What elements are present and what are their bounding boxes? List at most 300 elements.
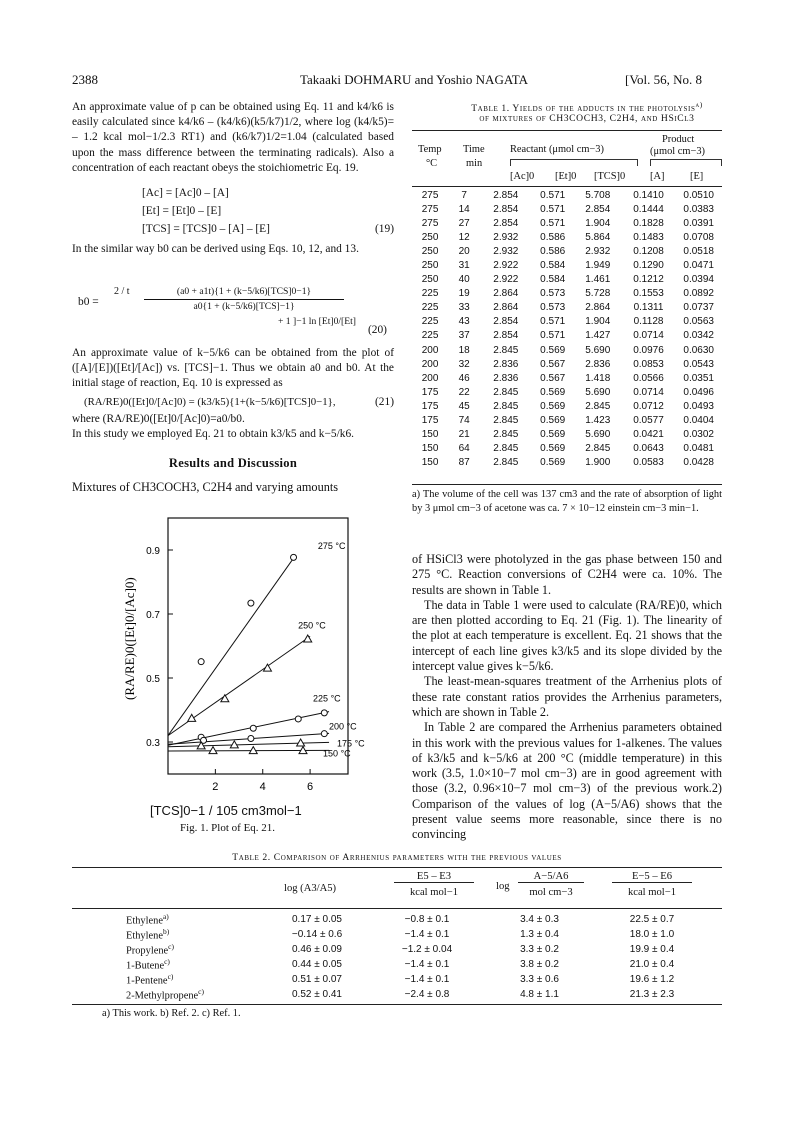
volume-info: [Vol. 56, No. 8 [625,72,703,87]
right-column [412,552,722,843]
equation-20 [78,284,394,334]
t2-head-e5e3: E5 – E3 [394,871,474,883]
table1-cell: 175 [421,386,439,398]
table1-header [412,132,722,188]
x-tick-label: 2 [212,781,219,793]
table1-row [412,188,722,202]
table1-cell: 2.922 [493,274,519,286]
table1-cell: 5.690 [585,386,611,398]
table2-compound [122,912,262,927]
table2-cell: −0.8 ± 0.1 [404,914,450,925]
table1-cell: 5.690 [585,429,611,441]
table1-cell: 22 [458,386,470,398]
t1-head-product-unit: (μmol cm−3) [650,146,706,157]
compound-name: Ethylene [126,915,163,927]
table2-footnote: a) This work. b) Ref. 2. c) Ref. 1. [102,1008,241,1019]
table1-cell: 0.571 [540,330,566,342]
table2-cell: 3.3 ± 0.6 [520,974,559,985]
paragraph-employed: In this study we employed Eq. 21 to obtain k3/k5 and k−5/k6. [72,427,354,440]
data-point-triangle [297,739,305,746]
table1-cell: 20 [458,245,470,257]
table1-cell: 0.0421 [633,429,664,441]
table1-cell: 43 [458,316,470,328]
y-tick-label: 0.9 [146,546,160,557]
paragraph-approx-p: An approximate value of p can be obtained using Eq. 11 and k4/k6 is easily calculated since k4/k6 – (k4/k6)(k5/k7)1/2, where log (k4/k5)= – 1.2 kcal mol−1/2.3 RT1) and (k6/k7)1/2=1.04 (calculated based upon the mass difference between the terminating radicals). Also a concentration of each reactant obeys the stoichiometric Eq. 19. [72,101,394,174]
data-point-triangle [304,635,312,642]
data-point-circle [248,735,254,741]
table1-cell: 40 [458,274,470,286]
table2-cell: 19.9 ± 0.4 [629,944,675,955]
t1-head-time: Time [463,144,485,155]
data-point-circle [250,725,256,731]
table1-cell: 0.569 [540,344,566,356]
table2-compound [122,927,262,942]
compound-name: 2-Methylpropene [126,990,199,1002]
table2-row [122,987,707,1002]
table1-cell: 1.418 [585,372,611,384]
table1-cell: 200 [421,358,439,370]
table1-row [412,428,722,442]
table1-cell: 0.0496 [683,386,714,398]
t2-head-e5e6-unit: kcal mol−1 [627,887,677,898]
t2-head-a5a6-unit: mol cm−3 [529,887,573,898]
table1-cell: 275 [421,203,439,215]
table1-cell: 2.836 [585,358,611,370]
compound-ref: c) [164,957,170,967]
table2-cell: 19.6 ± 1.2 [629,974,675,985]
eq20-number: (20) [368,324,387,336]
table1-cell: 0.584 [540,260,566,272]
table1-cell: 275 [421,217,439,229]
table1-cell: 2.854 [493,316,519,328]
table2-bottom-rule [72,1004,722,1005]
table1-cell: 2.845 [493,429,519,441]
table1-row [412,244,722,258]
product-brace [650,159,722,166]
table1-cell: 1.900 [585,457,611,469]
table1-cell: 5.728 [585,288,611,300]
table1-bottom-rule [412,484,722,485]
table2-row [122,957,707,972]
data-point-triangle [209,747,217,754]
table2-row [122,972,707,987]
x-tick-label: 6 [307,781,314,793]
table2-cell: 0.17 ± 0.05 [292,914,342,925]
table1-cell: 0.1828 [633,217,664,229]
reactant-brace [510,159,638,166]
table2-cell: −2.4 ± 0.8 [404,989,450,1000]
table1-cell: 175 [421,400,439,412]
table1-cell: 2.845 [585,400,611,412]
table1-cell: 0.571 [540,217,566,229]
t1-col-tcs: [TCS]0 [594,171,626,182]
series-label: 200 °C [329,721,357,732]
table2-cell: 3.8 ± 0.2 [520,959,559,970]
t1-head-reactant: Reactant (μmol cm−3) [510,144,604,155]
left-column-2 [72,346,394,442]
t1-head-time-unit: min [466,158,483,169]
table2-header-rule [72,908,722,909]
table2-cell: −1.4 ± 0.1 [404,929,450,940]
table1-header-rule [412,186,722,187]
table1-row [412,399,722,413]
table1-cell: 2.854 [493,189,519,201]
t1-col-et: [Et]0 [555,171,577,182]
table1-cell: 0.0471 [683,260,714,272]
compound-ref: c) [198,987,204,997]
t1-col-ac: [Ac]0 [510,171,535,182]
data-point-circle [291,554,297,560]
table2-header [72,869,722,909]
table1-cell: 0.0714 [633,386,664,398]
series-label: 250 °C [298,620,326,631]
table1-cell: 0.1483 [633,231,664,243]
table2-cell: 21.0 ± 0.4 [629,959,675,970]
eq21-number: (21) [375,395,394,408]
table1-cell: 0.0518 [683,245,714,257]
table1-cell: 33 [458,302,470,314]
table1-cell: 0.0302 [683,429,714,441]
table2-cell: 0.51 ± 0.07 [292,974,342,985]
equation-19 [142,184,394,238]
table1-cell: 0.1410 [633,189,664,201]
left-column [72,100,394,257]
table1-cell: 0.569 [540,443,566,455]
eq19-number: (19) [375,223,394,236]
table1 [412,188,722,470]
x-axis-label: [TCS]0−1 / 105 cm3mol−1 [150,803,302,818]
compound-ref: a) [162,912,169,922]
table1-cell: 2.854 [493,203,519,215]
paragraph-mixtures: Mixtures of CH3COCH3, C2H4 and varying amounts [72,480,339,494]
table1-row [412,273,722,287]
paragraph-least-squares: The least-mean-squares treatment of the Arrhenius plots of these rate constant ratios provides the Arrhenius parameters, which are shown in Table 2. [412,674,722,719]
table1-cell: 0.0342 [683,330,714,342]
paragraph-comparison: In Table 2 are compared the Arrhenius parameters obtained in this work with the previous values for 1-alkenes. The values of k3/k5 and k−5/k6 at 200 °C (middle temperature) in this work (3.5, 1.0×10−7 mol cm−3) are in good agreement with those (3.2, 0.96×10−7 mol cm−3) of the previous work.2) Comparison of the values of log (A−5/A6) shows that the present value seems more reasonable, since there is no convincing [412,720,722,842]
table1-cell: 5.690 [585,344,611,356]
table1-cell: 0.573 [540,302,566,314]
y-tick-label: 0.7 [146,610,160,621]
series-label: 175 °C [337,738,365,749]
table2-cell: 0.52 ± 0.41 [292,989,342,1000]
table1-cell: 0.0543 [683,358,714,370]
table1-cell: 275 [421,189,439,201]
table1-cell: 0.0853 [633,358,664,370]
table1-title-line2: of mixtures of CH3COCH3, C2H4, and HSiCl3 [479,113,695,124]
table2-cell: 3.4 ± 0.3 [520,914,559,925]
table1-cell: 0.1128 [633,316,664,328]
table1-cell: 0.0892 [683,288,714,300]
table2-title: Table 2. Comparison of Arrhenius parameters with the previous values [232,852,562,863]
table2-cell: −1.4 ± 0.1 [404,974,450,985]
table1-cell: 225 [421,316,439,328]
table1-cell: 0.0583 [633,457,664,469]
table1-cell: 46 [458,372,470,384]
plot-markers [188,554,328,753]
table1-cell: 1.423 [585,415,611,427]
table2-compound [122,987,262,1002]
table1-cell: 74 [458,415,470,427]
table1-cell: 250 [421,231,439,243]
table2-cell: 1.3 ± 0.4 [520,929,559,940]
table2-compound [122,972,262,987]
t2-head-log-pre: log [496,881,510,892]
table2-cell: 22.5 ± 0.7 [629,914,675,925]
t1-head-temp: Temp [418,144,442,155]
compound-name: 1-Butene [126,960,165,972]
table1-cell: 19 [458,288,470,300]
table1-cell: 0.1208 [633,245,664,257]
t2-head-log: log (A3/A5) [284,883,337,894]
table1-cell: 0.569 [540,415,566,427]
table1-cell: 200 [421,344,439,356]
table1-top-rule [412,130,722,131]
table1-cell: 1.904 [585,217,611,229]
plot-series-labels [298,541,365,759]
table2-compound [122,957,262,972]
table2-cell: −0.14 ± 0.6 [291,929,343,940]
table2 [122,912,707,1002]
table1-cell: 37 [458,330,470,342]
table1-cell: 0.0481 [683,443,714,455]
table1-cell: 0.0394 [683,274,714,286]
table1-cell: 2.845 [493,443,519,455]
table1-cell: 0.0510 [683,189,714,201]
table1-cell: 0.573 [540,288,566,300]
table1-cell: 2.854 [493,217,519,229]
table1-cell: 0.584 [540,274,566,286]
eq19-line2: [Et] = [Et]0 – [E] [142,205,222,218]
table1-row [412,385,722,399]
table1-cell: 150 [421,457,439,469]
table1-cell: 0.0391 [683,217,714,229]
table1-row [412,216,722,230]
table1-cell: 2.845 [493,457,519,469]
paragraph-where: where (RA/RE)0([Et]0/[Ac]0)=a0/b0. [72,412,245,425]
table1-cell: 2.854 [493,330,519,342]
table1-cell: 7 [461,189,467,201]
table1-cell: 2.845 [493,415,519,427]
table1-cell: 0.1212 [633,274,664,286]
table1-cell: 200 [421,372,439,384]
table1-row [412,456,722,470]
compound-name: Propylene [126,945,169,957]
table2-cell: 4.8 ± 1.1 [520,989,559,1000]
table1-cell: 5.864 [585,231,611,243]
table1-row [412,301,722,315]
compound-name: 1-Pentene [126,975,168,987]
t1-col-a: [A] [650,171,665,182]
table1-cell: 1.461 [585,274,611,286]
eq20-factor: 2 / t [114,286,130,297]
table1-cell: 2.845 [493,344,519,356]
t2-head-e5e6: E−5 – E6 [612,871,692,883]
table1-cell: 0.569 [540,457,566,469]
table1-cell: 64 [458,443,470,455]
table1-cell: 2.845 [585,443,611,455]
table1-row [412,258,722,272]
table1-cell: 0.586 [540,245,566,257]
fit-line-275c [168,555,296,736]
table1-cell: 2.836 [493,358,519,370]
table1-cell: 2.845 [493,386,519,398]
plot-border [168,518,348,774]
table2-top-rule [72,867,722,868]
table1-cell: 0.0630 [683,344,714,356]
table1-cell: 0.569 [540,400,566,412]
table2-row [122,927,707,942]
series-label: 225 °C [313,693,341,704]
table1-row [412,315,722,329]
eq20-numerator: (a0 + a1t){1 + (k−5/k6)[TCS]0−1} [144,284,344,300]
eq19-line3: [TCS] = [TCS]0 – [A] – [E] [142,223,270,236]
table1-cell: 2.864 [493,302,519,314]
table1-cell: 2.845 [493,400,519,412]
table1-cell: 2.864 [493,288,519,300]
x-tick-label: 4 [259,781,266,793]
data-point-circle [321,731,327,737]
table2-row [122,912,707,927]
table2-cell: −1.4 ± 0.1 [404,959,450,970]
table1-cell: 2.932 [493,231,519,243]
data-point-circle [295,716,301,722]
table1-cell: 2.836 [493,372,519,384]
table1-title-sup: a) [695,100,703,109]
table1-row [412,371,722,385]
table1-cell: 0.0351 [683,372,714,384]
table1-cell: 21 [458,429,470,441]
y-tick-label: 0.5 [146,674,160,685]
t1-head-temp-unit: °C [426,158,438,169]
equation-21: (RA/RE)0([Et]0/[Ac]0) = (k3/k5){1+(k−5/k6)[TCS]0−1}, [84,395,336,408]
table1-cell: 0.0563 [683,316,714,328]
table1-cell: 0.567 [540,358,566,370]
table1-row [412,442,722,456]
table1-row [412,343,722,357]
table1-row [412,329,722,343]
table1-cell: 0.0712 [633,400,664,412]
table1-cell: 250 [421,274,439,286]
table2-cell: 18.0 ± 1.0 [629,929,675,940]
table1-cell: 0.0404 [683,415,714,427]
table1-cell: 1.427 [585,330,611,342]
table2-row [122,942,707,957]
compound-ref: c) [168,942,174,952]
t2-head-a5a6: A−5/A6 [518,871,584,883]
table1-cell: 0.571 [540,316,566,328]
table1-cell: 0.1553 [633,288,664,300]
table1-cell: 0.1290 [633,260,664,272]
plot-ticks [146,546,313,793]
table1-row [412,230,722,244]
table1-cell: 14 [458,203,470,215]
table1-cell: 150 [421,443,439,455]
series-label: 275 °C [317,540,346,551]
table1-cell: 0.571 [540,189,566,201]
paragraph-b0: In the similar way b0 can be derived using Eqs. 10, 12, and 13. [72,243,359,256]
y-axis-label: (RA/RE)0([Et]0/[Ac]0) [122,577,137,700]
table1-title-text: Table 1. Yields of the adducts in the photolysis [471,103,696,115]
y-tick-label: 0.3 [146,738,160,749]
table1-cell: 250 [421,245,439,257]
table1-cell: 2.922 [493,260,519,272]
table1-cell: 0.1444 [633,203,664,215]
paragraph-approx-k: An approximate value of k−5/k6 can be obtained from the plot of ([A]/[E])([Et]/[Ac]) vs. [TCS]−1. Thus we obtain a0 and b0. At the initial stage of reaction, Eq. 10 is expressed as [72,347,394,390]
table2-cell: 3.3 ± 0.2 [520,944,559,955]
paragraph-photolyzed: of HSiCl3 were photolyzed in the gas phase between 150 and 275 °C. Reaction conversions of C2H4 were ca. 10%. The results are shown in Table 1. [412,552,722,597]
table1-cell: 0.0493 [683,400,714,412]
running-authors: Takaaki DOHMARU and Yoshio NAGATA [300,72,529,87]
table1-cell: 150 [421,429,439,441]
eq20-denominator: a0{1 + (k−5/k6)[TCS]−1} [193,301,295,312]
table1-footnote: a) The volume of the cell was 137 cm3 and the rate of absorption of light by 3 μmol cm−3 of acetone was ca. 7 × 10−12 einstein cm−3 min−1. [412,489,722,514]
table1-cell: 12 [458,231,470,243]
table1-row [412,357,722,371]
table2-cell: 21.3 ± 2.3 [629,989,675,1000]
section-title: Results and Discussion [168,456,298,470]
table1-cell: 0.0428 [683,457,714,469]
t1-col-e: [E] [690,171,704,182]
eq19-line1: [Ac] = [Ac]0 – [A] [142,187,229,200]
table1-cell: 5.708 [585,189,611,201]
page-number: 2388 [72,72,98,87]
table1-cell: 225 [421,330,439,342]
table1-cell: 250 [421,260,439,272]
table1-cell: 0.567 [540,372,566,384]
data-point-circle [321,710,327,716]
compound-ref: b) [162,927,170,937]
table1-cell: 0.0714 [633,330,664,342]
data-point-circle [198,659,204,665]
table1-cell: 0.0708 [683,231,714,243]
table1-row [412,414,722,428]
table1-cell: 18 [458,344,470,356]
table1-cell: 2.932 [493,245,519,257]
figure-1-plot [112,510,402,830]
paragraph-data: The data in Table 1 were used to calculate (RA/RE)0, which are then plotted according to Eq. 21 (Fig. 1). The linearity of the plot at each temperature is excellent. Eq. 21 shows that the intercept of each line gives k3/k5 and its slope divided by the intercept value gives k−5/k6. [412,597,722,674]
data-point-circle [248,600,254,606]
table1-cell: 1.949 [585,260,611,272]
table1-cell: 0.0566 [633,372,664,384]
table1-cell: 0.0976 [633,344,664,356]
t2-head-e5e3-unit: kcal mol−1 [409,887,459,898]
table1-cell: 175 [421,415,439,427]
figure-caption: Fig. 1. Plot of Eq. 21. [180,822,276,834]
table1-cell: 0.569 [540,429,566,441]
table1-cell: 2.864 [585,302,611,314]
table1-cell: 0.0383 [683,203,714,215]
table1-row [412,287,722,301]
table1-cell: 45 [458,400,470,412]
table1-cell: 2.932 [585,245,611,257]
table1-cell: 0.0737 [683,302,714,314]
table2-cell: −1.2 ± 0.04 [401,944,453,955]
table1-cell: 0.586 [540,231,566,243]
table2-compound [122,942,262,957]
table1-cell: 0.571 [540,203,566,215]
table1-row [412,202,722,216]
table1-cell: 87 [458,457,470,469]
table1-cell: 0.1311 [633,302,664,314]
data-point-triangle [188,714,196,721]
compound-name: Ethylene [126,930,163,942]
eq20-lhs: b0 = [78,296,99,308]
table2-cell: 0.44 ± 0.05 [292,959,342,970]
table2-cell: 0.46 ± 0.09 [292,944,342,955]
table1-cell: 32 [458,358,470,370]
table1-cell: 0.569 [540,386,566,398]
table1-cell: 225 [421,302,439,314]
